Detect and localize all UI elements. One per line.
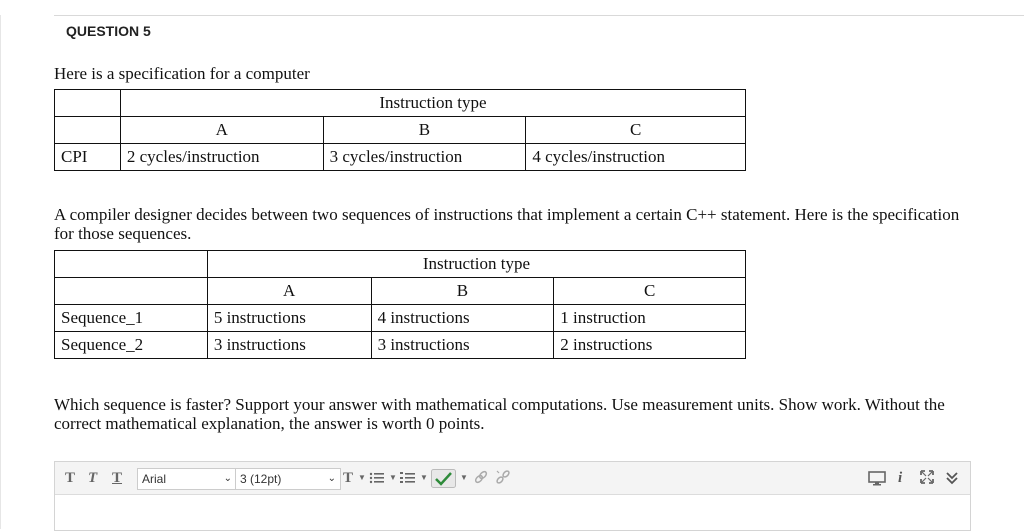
table2-empty — [55, 278, 208, 305]
unlink-button[interactable] — [495, 469, 511, 487]
unlink-icon — [495, 469, 511, 487]
text-style-button-3[interactable]: T — [112, 470, 123, 486]
collapse-toolbar-button[interactable] — [944, 469, 960, 487]
bullet-list-icon — [369, 469, 385, 487]
table1-col-a: A — [120, 117, 323, 144]
spellcheck-icon — [431, 469, 457, 489]
link-icon — [473, 469, 489, 487]
table1-corner — [55, 90, 121, 117]
chevron-down-icon[interactable]: ▼ — [460, 473, 468, 482]
table1-col-b: B — [323, 117, 526, 144]
question-prompt: Which sequence is faster? Support your answer with mathematical computations. Use measurement units. Show work. Without the correct mathematical explanation, the answer is worth 0 points. — [54, 395, 945, 433]
double-chevron-down-icon — [944, 469, 960, 487]
sequence-table — [54, 250, 746, 359]
left-border — [0, 0, 1, 529]
chevron-down-icon: ⌄ — [327, 473, 336, 484]
sequence-1-a: 5 instructions — [207, 305, 371, 332]
text-color-button[interactable]: T — [343, 470, 354, 486]
sequence-2-c: 2 instructions — [554, 332, 746, 359]
paragraph-2: A compiler designer decides between two sequences of instructions that implement a certain C++ statement. Here is the specification for those sequences. — [54, 205, 960, 243]
chevron-down-icon[interactable]: ▼ — [389, 473, 397, 482]
editor-toolbar — [55, 462, 970, 495]
spellcheck-button[interactable] — [431, 469, 457, 487]
sequence-1-c: 1 instruction — [554, 305, 746, 332]
table2-col-c: C — [554, 278, 746, 305]
table2-col-a: A — [207, 278, 371, 305]
table-row — [55, 305, 746, 332]
font-size-select[interactable] — [235, 468, 341, 490]
sequence-2-a: 3 instructions — [207, 332, 371, 359]
sequence-1-b: 4 instructions — [371, 305, 554, 332]
table2-corner — [55, 251, 208, 278]
top-bar — [0, 0, 1024, 15]
answer-editor — [54, 461, 971, 531]
table1-row-label: CPI — [55, 144, 121, 171]
chevron-down-icon[interactable]: ▼ — [358, 473, 366, 482]
table1-col-c: C — [526, 117, 746, 144]
sequence-2-label: Sequence_2 — [55, 332, 208, 359]
bullet-list-button[interactable] — [369, 469, 385, 487]
numbered-list-icon — [400, 469, 416, 487]
table1-group-header: Instruction type — [120, 90, 745, 117]
table1-cell-b: 3 cycles/instruction — [323, 144, 526, 171]
text-style-button-2[interactable]: T — [88, 470, 98, 486]
table2-group-header: Instruction type — [207, 251, 745, 278]
question-divider — [54, 15, 1024, 16]
question-heading: QUESTION 5 — [66, 23, 151, 39]
fullscreen-button[interactable] — [919, 469, 935, 487]
info-button[interactable]: i — [898, 470, 903, 486]
table2-col-b: B — [371, 278, 554, 305]
table1-cell-c: 4 cycles/instruction — [526, 144, 746, 171]
table-row — [55, 332, 746, 359]
chevron-down-icon: ⌄ — [223, 473, 232, 484]
numbered-list-button[interactable] — [400, 469, 416, 487]
intro-text: Here is a specification for a computer — [54, 64, 310, 83]
font-family-select[interactable] — [137, 468, 237, 490]
sequence-1-label: Sequence_1 — [55, 305, 208, 332]
sequence-2-b: 3 instructions — [371, 332, 554, 359]
chevron-down-icon[interactable]: ▼ — [420, 473, 428, 482]
insert-link-button[interactable] — [473, 469, 489, 487]
answer-text-area[interactable] — [55, 495, 970, 530]
preview-button[interactable] — [868, 469, 886, 487]
table1-cell-a: 2 cycles/instruction — [120, 144, 323, 171]
text-style-button-1[interactable]: T — [65, 470, 76, 486]
font-family-value: Arial — [142, 472, 167, 486]
monitor-icon — [868, 469, 886, 487]
expand-icon — [919, 469, 935, 487]
table1-empty — [55, 117, 121, 144]
font-size-value: 3 (12pt) — [240, 472, 282, 486]
cpi-table — [54, 89, 746, 171]
